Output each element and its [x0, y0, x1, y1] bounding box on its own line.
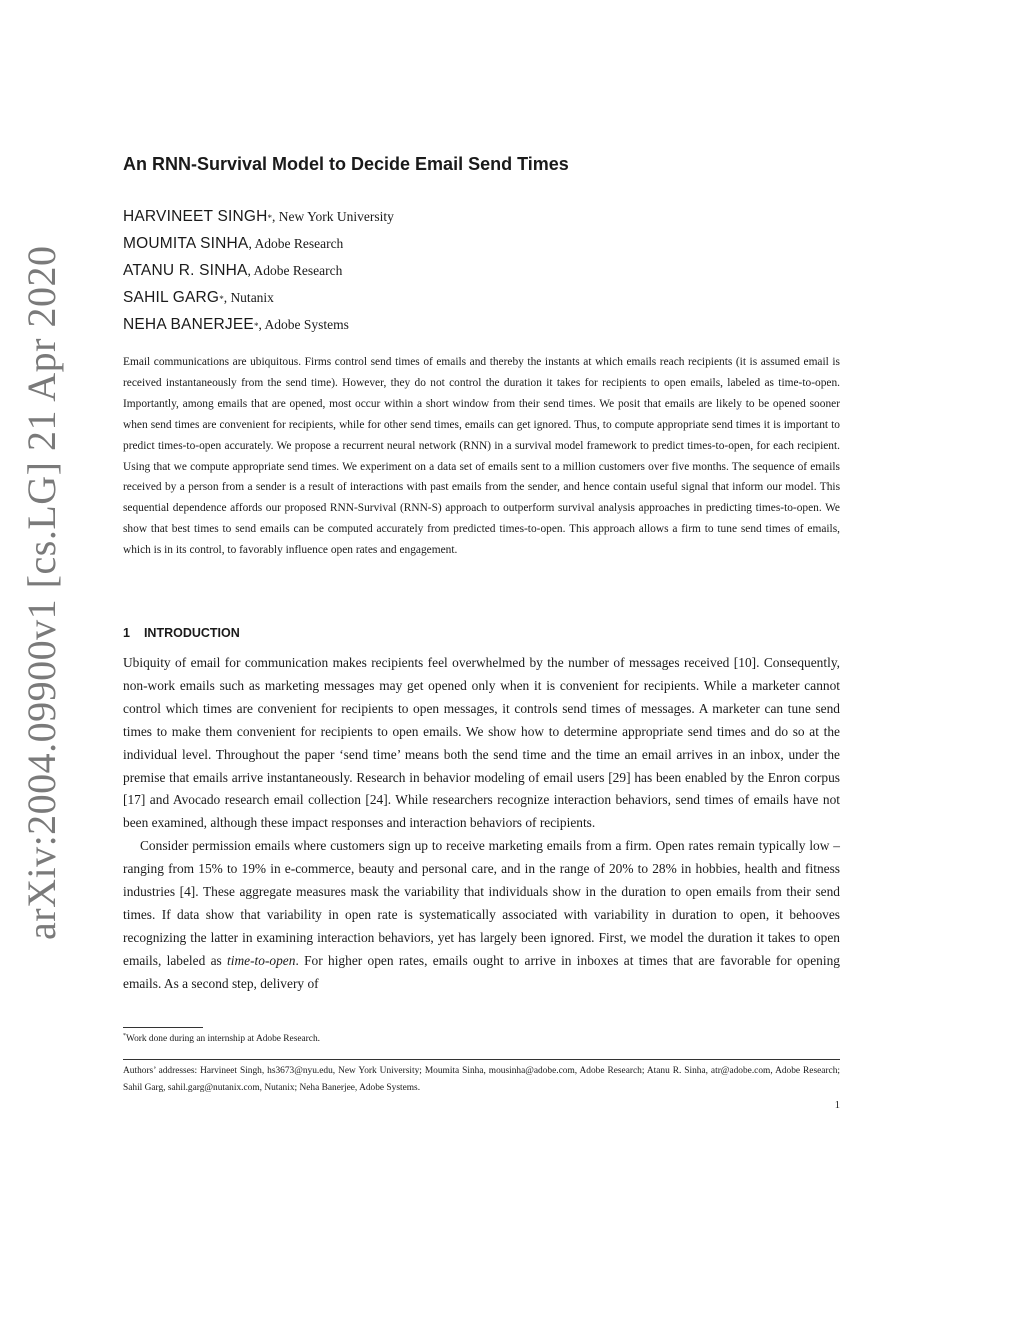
author-affiliation: , Adobe Research [247, 263, 343, 278]
author-name: SAHIL GARG [123, 289, 220, 306]
author-entry [123, 235, 394, 262]
paper-title: An RNN-Survival Model to Decide Email Send Times [123, 154, 569, 174]
emphasized-term: time-to-open [227, 952, 296, 968]
author-affiliation: , Adobe Systems [258, 317, 349, 332]
section-number: 1 [123, 626, 130, 640]
footnote-mark: * [123, 1033, 126, 1039]
footnote-text: Work done during an internship at Adobe Research. [126, 1034, 320, 1045]
author-entry: SAHIL GARG * , Nutanix [123, 289, 274, 306]
section-title: INTRODUCTION [143, 626, 240, 640]
author-affiliation: , Adobe Research [248, 236, 344, 251]
author-entry: NEHA BANERJEE * , Adobe Systems [123, 316, 349, 333]
author-entry [123, 262, 394, 289]
section-heading [123, 626, 240, 640]
footnote [123, 1033, 320, 1044]
paragraph [123, 835, 840, 995]
paragraph-text: Consider permission emails where customers sign up to receive marketing emails from a firm. Open rates remain typically low – ranging from 15% to 19% in e-commerce, beauty and personal care, and in the range of 20% to 28% in hobbies, health and fitness industries [4]. These aggregate measures mask the variability that individuals show in the duration to open emails from their send times. If data show that variability in open rate is systematically associated with variability in duration to open, it behooves recognizing the latter in examining interaction behaviors, yet has largely been ignored. First, we model the duration it takes to open emails, labeled as [123, 838, 840, 968]
author-list [123, 208, 394, 343]
author-name: NEHA BANERJEE [123, 316, 254, 333]
author-name: ATANU R. SINHA [123, 262, 248, 279]
paragraph-text: . For higher open rates, emails ought to arrive in inboxes at times that are favorable for opening emails. As a second step, delivery of [123, 952, 840, 991]
page-number: 1 [834, 1100, 840, 1111]
author-addresses: Authors’ addresses: Harvineet Singh, hs3673@nyu.edu, New York University; Moumita Sinha, mousinha@adobe.com, Adobe Research; Atanu R. Sinha, atr@adobe.com, Adobe Research; Sahil Garg, sahil.garg@nutanix.com, Nutanix; Neha Banerjee, Adobe Systems. [123, 1066, 840, 1093]
paragraph: Ubiquity of email for communication makes recipients feel overwhelmed by the number of messages received [10]. Consequently, non-work emails such as marketing messages may get opened only when it is convenient for recipients. While a marketer cannot control which times are convenient for recipients to open messages, it controls send times of messages. A marketer can tune send times to make them convenient for recipients to open emails. We show how to determine appropriate send times and do so at the individual level. Throughout the paper ‘send time’ means both the send time and the time an email arrives in an inbox, under the premise that emails arrive instantaneously. Research in behavior modeling of email users [29] has been enabled by the Enron corpus [17] and Avocado research email collection [24]. While researchers recognize interaction behaviors, send times of emails have not been examined, although these impact responses and interaction behaviors of recipients. [123, 655, 840, 831]
author-affiliation: , New York University [272, 209, 394, 224]
abstract: Email communications are ubiquitous. Firms control send times of emails and thereby the instants at which emails reach recipients (it is assumed email is received instantaneously from the send time). However, they do not control the duration it takes for recipients to open emails, labeled as time-to-open. Importantly, among emails that are opened, most occur within a short window from their send times. We posit that emails are likely to be opened sooner when send times are convenient for recipients, while for other send times, emails can get ignored. Thus, to compute appropriate send times it is important to predict times-to-open accurately. We propose a recurrent neural network (RNN) in a survival model framework to predict times-to-open, for each recipient. Using that we compute appropriate send times. We experiment on a data set of emails sent to a million customers over five months. The sequence of emails received by a person from a sender is a result of interactions with past emails from the sender, and hence contain useful signal that inform our model. This sequential dependence affords our proposed RNN-Survival (RNN-S) approach to outperform survival analysis approaches in predicting times-to-open. We show that best times to send emails can be computed accurately from predicted times-to-open. This approach allows a firm to tune send times of emails, which is in its control, to favorably influence open rates and engagement. [123, 356, 840, 557]
addresses-divider [123, 1059, 840, 1060]
footnote-divider [123, 1027, 203, 1028]
author-entry: HARVINEET SINGH * , New York University [123, 208, 394, 225]
author-name: HARVINEET SINGH [123, 208, 268, 225]
body-text [123, 652, 840, 996]
author-name: MOUMITA SINHA [123, 235, 249, 252]
author-affiliation: , Nutanix [223, 290, 274, 305]
arxiv-identifier-stamp: arXiv:2004.09900v1 [cs.LG] 21 Apr 2020 [19, 245, 64, 940]
